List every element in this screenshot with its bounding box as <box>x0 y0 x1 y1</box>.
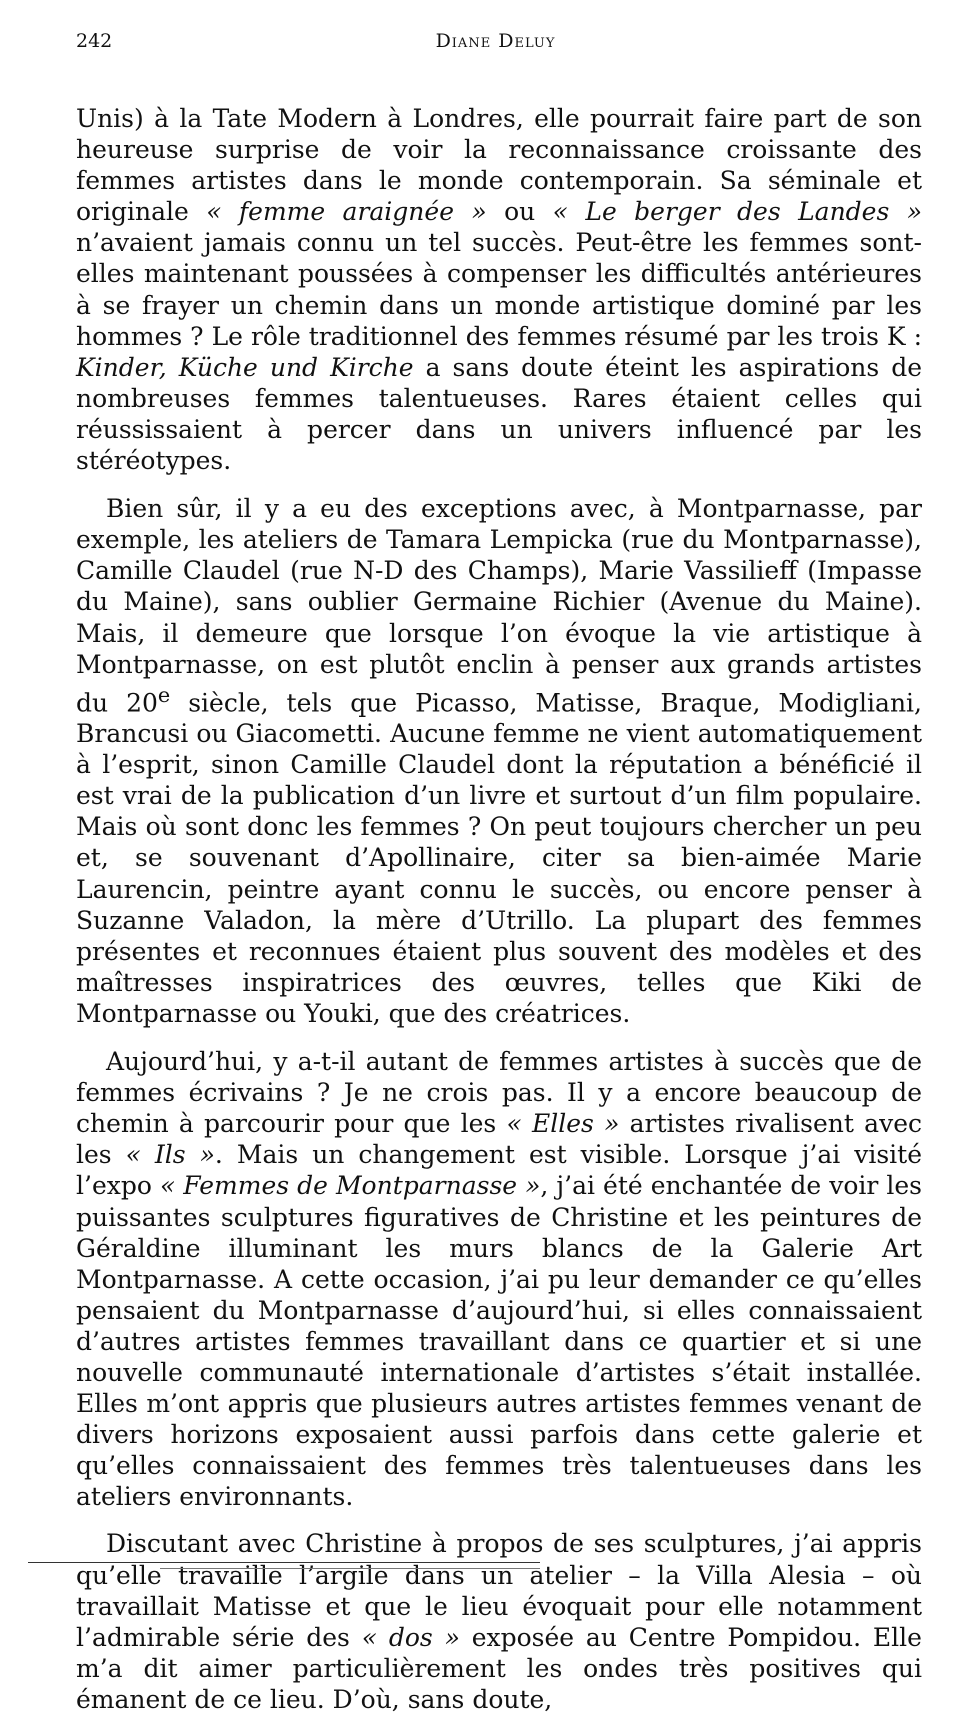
superscript: e <box>157 682 171 707</box>
footnote-rule-tail <box>160 1568 540 1569</box>
running-head: Diane Deluy <box>435 30 556 52</box>
footnote-rule <box>28 1562 540 1563</box>
italic-text: « femme araignée » <box>206 197 487 227</box>
italic-text: « Le berger des Landes » <box>552 197 922 227</box>
paragraph <box>76 493 922 1029</box>
italic-text: « Elles » <box>506 1109 620 1139</box>
text-run: , j’ai été enchantée de voir les puissantes sculptures figuratives de Christine et les peintures de Géraldine illuminant les murs blancs de la Galerie Art Montparnasse. A cette occasion, j’ai pu leur demander ce qu’elles pensaient du Montparnasse d’aujourd’hui, si elles connaissaient d’autres artistes femmes travaillant dans ce quartier et si une nouvelle communauté internationale d’artistes s’était installée. Elles m’ont appris que plusieurs autres artistes femmes venant de divers horizons exposaient aussi parfois dans cette galerie et qu’elles connaissaient des femmes très talentueuses dans les ateliers environnants. <box>76 1171 922 1512</box>
paragraph <box>76 1046 922 1512</box>
text-run: artistes rivalisent avec les <box>76 1109 922 1170</box>
italic-text: Kinder, Küche und Kirche <box>76 352 414 382</box>
text-run: siècle, tels que Picasso, Matisse, Braque, Modigliani, Brancusi ou Giacometti. Aucune femme ne vient automatiquement à l’esprit, sinon Camille Claudel dont la réputation a bénéficié il est vrai de la publication d’un livre et surtout d’un film populaire. Mais où sont donc les femmes ? On peut toujours chercher un peu et, se souvenant d’Apollinaire, citer sa bien-aimée Marie Laurencin, peintre ayant connu le succès, ou encore penser à Suzanne Valadon, la mère d’Utrillo. La plupart des femmes présentes et reconnues étaient plus souvent des modèles et des maîtresses inspiratrices des œuvres, telles que Kiki de Montparnasse ou Youki, que des créatrices. <box>76 688 922 1028</box>
body-text <box>76 103 922 1715</box>
text-run: a sans doute éteint les aspirations de nombreuses femmes talentueuses. Rares étaient celles qui réussissaient à percer dans un univers influencé par les stéréotypes. <box>76 352 922 476</box>
italic-text: « dos » <box>361 1622 460 1652</box>
paragraph <box>76 103 922 476</box>
text-run: exposée au Centre Pompidou. Elle m’a dit aimer particulièrement les ondes très positives qui émanent de ce lieu. D’où, sans doute, <box>76 1622 922 1714</box>
text-run: Bien sûr, il y a eu des exceptions avec, à Montparnasse, par exemple, les ateliers de Tamara Lempicka (rue du Montparnasse), Camille Claudel (rue N-D des Champs), Marie Vassilieff (Impasse du Maine), sans oublier Germaine Richier (Avenue du Maine). Mais, il demeure que lorsque l’on évoque la vie artistique à Montparnasse, on est plutôt enclin à penser aux grands artistes du 20 <box>76 494 922 718</box>
text-run: Unis) à la Tate Modern à Londres, elle pourrait faire part de son heureuse surprise de voir la reconnaissance croissante des femmes artistes dans le monde contemporain. Sa séminale et originale <box>76 104 922 227</box>
paragraph <box>76 1528 922 1715</box>
text-run: Aujourd’hui, y a-t-il autant de femmes artistes à succès que de femmes écrivains ? Je ne crois pas. Il y a encore beaucoup de chemin à parcourir pour que les <box>76 1047 922 1139</box>
text-run: n’avaient jamais connu un tel succès. Peut-être les femmes sont-elles maintenant poussées à compenser les difficultés antérieures à se frayer un chemin dans un monde artistique dominé par les hommes ? Le rôle traditionnel des femmes résumé par les trois K : <box>76 228 922 351</box>
text-run: ou <box>486 197 553 227</box>
text-run: Discutant avec Christine à propos de ses sculptures, j’ai appris qu’elle travaille l’argile dans un atelier – la Villa Alesia – où travaillait Matisse et que le lieu évoquait pour elle notamment l’admirable série des <box>76 1529 922 1652</box>
page-header <box>76 30 935 60</box>
page-number: 242 <box>76 30 113 52</box>
italic-text: « Ils » <box>125 1140 215 1170</box>
italic-text: « Femmes de Montparnasse » <box>159 1171 541 1201</box>
text-run: . Mais un changement est visible. Lorsque j’ai visité l’expo <box>76 1140 922 1201</box>
